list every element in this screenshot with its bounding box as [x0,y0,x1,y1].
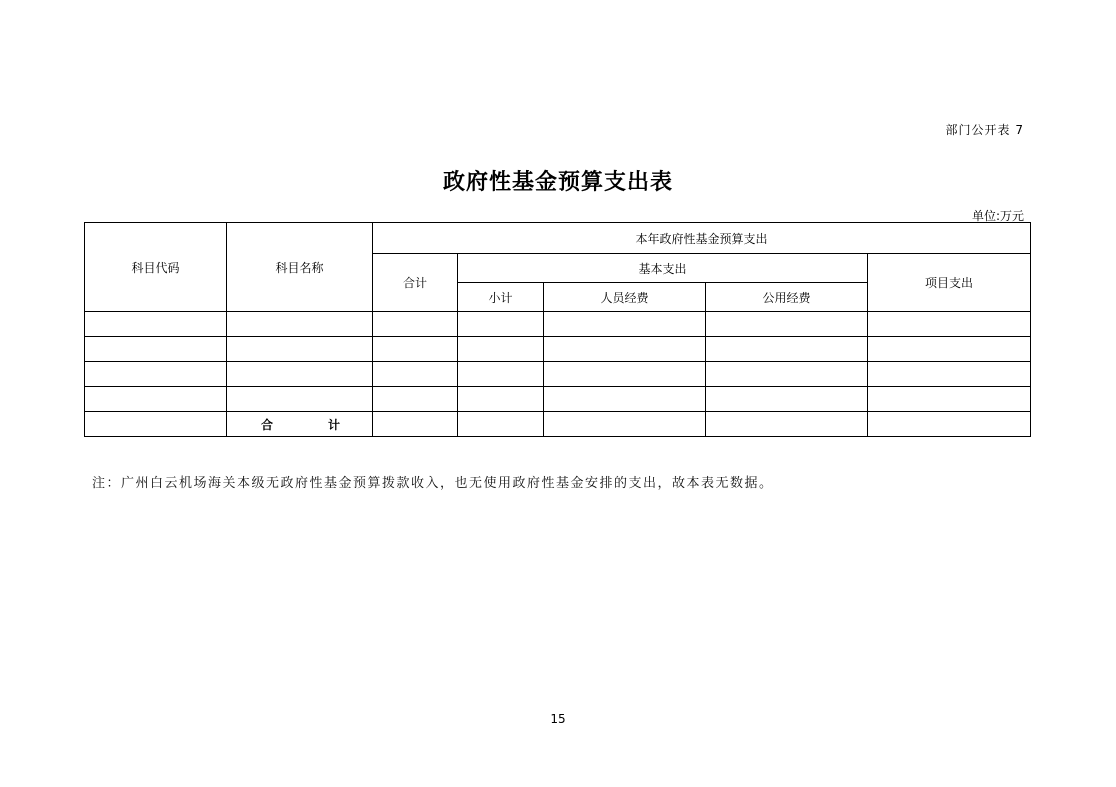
table-cell [85,387,227,412]
page-title: 政府性基金预算支出表 [442,169,673,195]
table-cell [458,362,544,387]
header-public: 公用经费 [706,283,868,312]
table-cell [458,312,544,337]
table-cell [868,312,1031,337]
table-cell [227,387,373,412]
total-label-left: 合 [261,417,274,432]
table-cell [706,387,868,412]
table-cell [868,412,1031,437]
header-basic-group: 基本支出 [458,254,868,283]
table-cell [373,312,458,337]
table-row [85,337,1031,362]
header-project: 项目支出 [868,254,1031,312]
table-cell [85,412,227,437]
total-row [85,412,1031,437]
table-cell [373,412,458,437]
table-cell [373,337,458,362]
footnote: 注：广州白云机场海关本级无政府性基金预算拨款收入，也无使用政府性基金安排的支出，故本表无数据。 [92,476,774,491]
table-cell [868,362,1031,387]
budget-table [84,222,1031,437]
table-cell [85,362,227,387]
page-label: 部门公开表 7 [945,123,1024,137]
header-personnel: 人员经费 [544,283,706,312]
page-number: 15 [550,712,566,726]
header-subject-code: 科目代码 [85,223,227,312]
table-cell [706,362,868,387]
table-cell [868,387,1031,412]
table-cell [227,312,373,337]
table-row [85,387,1031,412]
table-cell [544,387,706,412]
table-cell [458,412,544,437]
table-cell [544,412,706,437]
table-cell [868,337,1031,362]
table-cell [706,312,868,337]
table-cell [227,362,373,387]
table-cell [706,337,868,362]
table-cell [458,337,544,362]
table-row [85,312,1031,337]
table-cell [373,387,458,412]
table-cell [85,312,227,337]
table-cell [544,312,706,337]
header-subtotal: 小计 [458,283,544,312]
table-row [85,362,1031,387]
table-cell [544,337,706,362]
table-cell [458,387,544,412]
header-total: 合计 [373,254,458,312]
unit-label: 单位:万元 [971,209,1024,223]
table-cell [373,362,458,387]
header-subject-name: 科目名称 [227,223,373,312]
header-row-1 [85,223,1031,254]
total-label-cell [227,412,373,437]
total-label-right: 计 [327,417,340,432]
table-cell [85,337,227,362]
header-group-title: 本年政府性基金预算支出 [373,223,1031,254]
table-cell [227,337,373,362]
total-label [227,416,372,433]
table-cell [544,362,706,387]
table-cell [706,412,868,437]
